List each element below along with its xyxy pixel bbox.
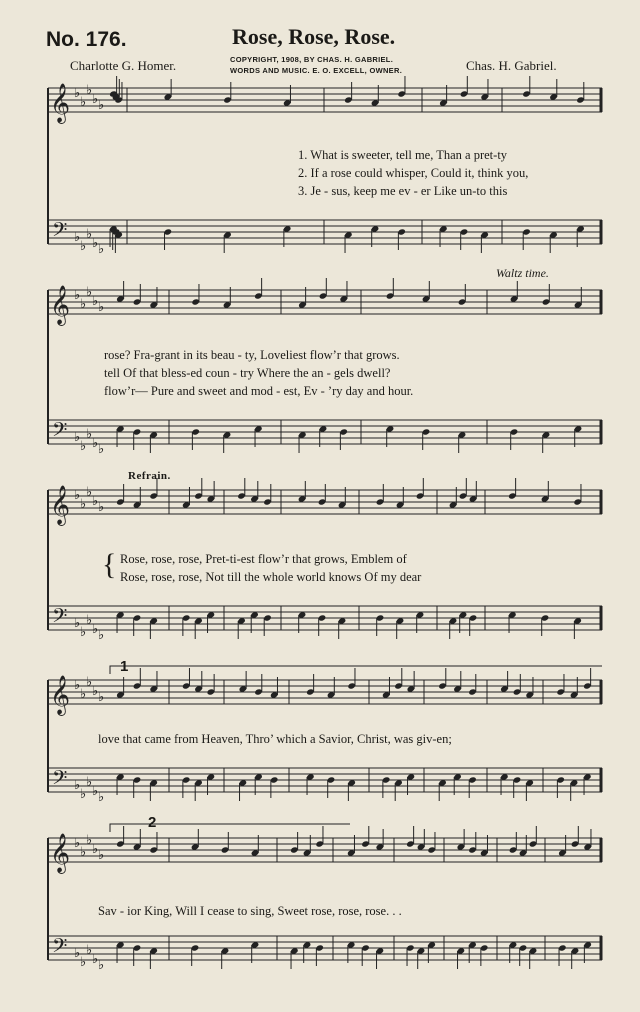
flat-icon: ♭ bbox=[80, 787, 87, 802]
flat-icon: ♭ bbox=[80, 497, 87, 512]
bass-clef-icon: 𝄢 bbox=[52, 218, 68, 246]
flat-icon: ♭ bbox=[98, 98, 105, 113]
flat-icon: ♭ bbox=[80, 239, 87, 254]
flat-icon: ♭ bbox=[98, 442, 105, 457]
flat-icon: ♭ bbox=[92, 236, 99, 251]
flat-icon: ♭ bbox=[86, 833, 93, 848]
bass-clef-icon: 𝄢 bbox=[52, 766, 68, 794]
verse-3-lyrics: flow’r— Pure and sweet and mod - est, Ev - ’ry day and hour. bbox=[104, 384, 414, 398]
hymn-number: No. 176. bbox=[46, 28, 127, 51]
copyright-line-1: COPYRIGHT, 1908, BY CHAS. H. GABRIEL. bbox=[230, 55, 394, 64]
refrain-line-1: Rose, rose, rose, Pret-ti-est flow’r that grows, Emblem of bbox=[120, 552, 407, 566]
flat-icon: ♭ bbox=[74, 488, 81, 503]
tempo-marking: Waltz time. bbox=[496, 266, 549, 280]
flat-icon: ♭ bbox=[86, 83, 93, 98]
flat-icon: ♭ bbox=[86, 285, 93, 300]
refrain-label: Refrain. bbox=[128, 470, 171, 482]
flat-icon: ♭ bbox=[92, 622, 99, 637]
lyric-brace: { bbox=[102, 548, 117, 581]
flat-icon: ♭ bbox=[80, 625, 87, 640]
flat-icon: ♭ bbox=[92, 494, 99, 509]
flat-icon: ♭ bbox=[98, 300, 105, 315]
flat-icon: ♭ bbox=[92, 684, 99, 699]
flat-icon: ♭ bbox=[92, 842, 99, 857]
treble-clef-icon: 𝄞 bbox=[50, 285, 71, 325]
staff-system-1 bbox=[40, 80, 602, 257]
flat-icon: ♭ bbox=[74, 230, 81, 245]
flat-icon: ♭ bbox=[80, 439, 87, 454]
refrain-lyrics-line: Sav - ior King, Will I cease to sing, Sweet rose, rose, rose. . . bbox=[98, 904, 402, 918]
flat-icon: ♭ bbox=[74, 430, 81, 445]
music-system-4 bbox=[40, 660, 602, 808]
flat-icon: ♭ bbox=[86, 427, 93, 442]
flat-icon: ♭ bbox=[92, 436, 99, 451]
verse-1-lyrics: rose? Fra-grant in its beau - ty, Loveliest flow’r that grows. bbox=[104, 348, 400, 362]
flat-icon: ♭ bbox=[74, 946, 81, 961]
flat-icon: ♭ bbox=[98, 242, 105, 257]
music-system-1 bbox=[40, 80, 602, 257]
music-system-2 bbox=[40, 262, 602, 458]
bass-clef-icon: 𝄢 bbox=[52, 418, 68, 446]
flat-icon: ♭ bbox=[80, 95, 87, 110]
flat-icon: ♭ bbox=[92, 294, 99, 309]
music-system-3 bbox=[40, 470, 602, 646]
bass-clef-icon: 𝄢 bbox=[52, 934, 68, 962]
verse-3-lyrics: 3. Je - sus, keep me ev - er Like un-to this bbox=[298, 184, 508, 198]
flat-icon: ♭ bbox=[80, 845, 87, 860]
flat-icon: ♭ bbox=[86, 485, 93, 500]
flat-icon: ♭ bbox=[98, 690, 105, 705]
flat-icon: ♭ bbox=[86, 775, 93, 790]
music-system-5 bbox=[40, 814, 602, 998]
flat-icon: ♭ bbox=[98, 628, 105, 643]
flat-icon: ♭ bbox=[74, 288, 81, 303]
flat-icon: ♭ bbox=[86, 675, 93, 690]
treble-clef-icon: 𝄞 bbox=[50, 485, 71, 525]
flat-icon: ♭ bbox=[92, 952, 99, 967]
flat-icon: ♭ bbox=[74, 678, 81, 693]
flat-icon: ♭ bbox=[86, 943, 93, 958]
refrain-line-2: Rose, rose, rose, Not till the whole world knows Of my dear bbox=[120, 570, 422, 584]
flat-icon: ♭ bbox=[92, 92, 99, 107]
hymn-title: Rose, Rose, Rose. bbox=[232, 24, 396, 49]
verse-2-lyrics: tell Of that bless-ed coun - try Where the an - gels dwell? bbox=[104, 366, 391, 380]
flat-icon: ♭ bbox=[92, 784, 99, 799]
flat-icon: ♭ bbox=[86, 613, 93, 628]
flat-icon: ♭ bbox=[74, 778, 81, 793]
flat-icon: ♭ bbox=[98, 848, 105, 863]
ending-bracket bbox=[110, 824, 350, 832]
flat-icon: ♭ bbox=[80, 297, 87, 312]
flat-icon: ♭ bbox=[74, 86, 81, 101]
flat-icon: ♭ bbox=[80, 687, 87, 702]
refrain-lyrics-line: love that came from Heaven, Thro’ which a Savior, Christ, was giv-en; bbox=[98, 732, 452, 746]
flat-icon: ♭ bbox=[74, 616, 81, 631]
flat-icon: ♭ bbox=[98, 958, 105, 973]
bass-clef-icon: 𝄢 bbox=[52, 604, 68, 632]
second-ending-number: 2 bbox=[148, 814, 157, 831]
first-ending-number: 1 bbox=[120, 658, 129, 675]
ending-bracket bbox=[110, 666, 602, 674]
verse-2-lyrics: 2. If a rose could whisper, Could it, think you, bbox=[298, 166, 529, 180]
flat-icon: ♭ bbox=[86, 227, 93, 242]
composer-credit: Chas. H. Gabriel. bbox=[466, 58, 557, 73]
treble-clef-icon: 𝄞 bbox=[50, 675, 71, 715]
flat-icon: ♭ bbox=[80, 955, 87, 970]
verse-1-lyrics: 1. What is sweeter, tell me, Than a pret-ty bbox=[298, 148, 508, 162]
treble-clef-icon: 𝄞 bbox=[50, 83, 71, 123]
hymn-header bbox=[0, 0, 640, 80]
flat-icon: ♭ bbox=[74, 836, 81, 851]
copyright-line-2: WORDS AND MUSIC. E. O. EXCELL, OWNER. bbox=[230, 66, 403, 75]
copyright-notice bbox=[230, 54, 402, 76]
flat-icon: ♭ bbox=[98, 790, 105, 805]
treble-clef-icon: 𝄞 bbox=[50, 833, 71, 873]
author-credit: Charlotte G. Homer. bbox=[70, 58, 177, 73]
flat-icon: ♭ bbox=[98, 500, 105, 515]
